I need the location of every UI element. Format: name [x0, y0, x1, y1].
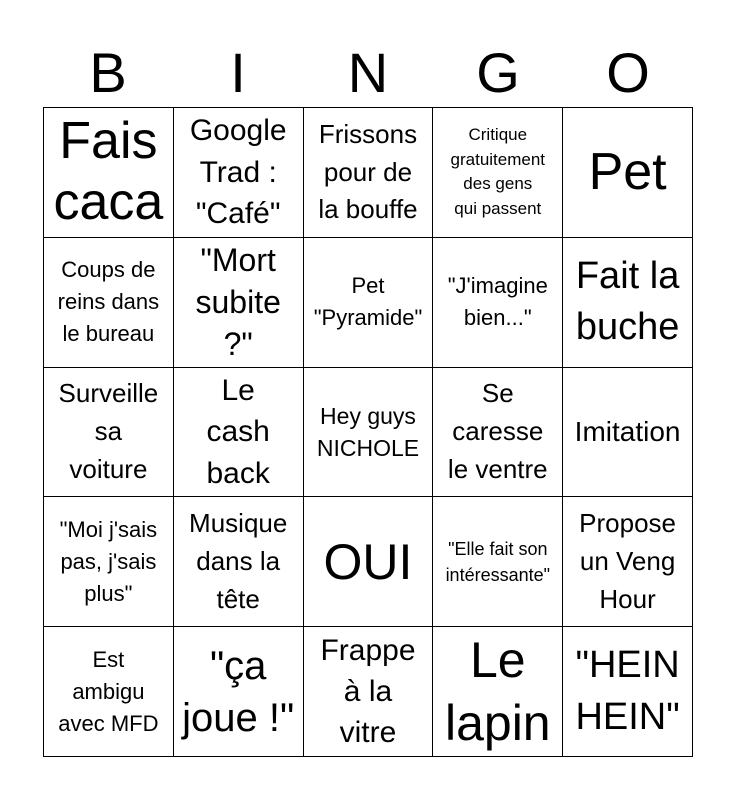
cell-text: Imitation — [574, 415, 681, 447]
cell-text: Le lapin — [444, 632, 551, 751]
header-letter-o: O — [606, 41, 650, 104]
bingo-cell[interactable] — [44, 238, 174, 368]
bingo-cell[interactable] — [563, 108, 693, 238]
header-letter-g: G — [476, 41, 520, 104]
bingo-cell[interactable] — [563, 497, 693, 627]
cell-text: Fais caca — [53, 112, 164, 232]
cell-text: "Mort subite ?" — [195, 241, 281, 363]
bingo-cell[interactable] — [174, 368, 304, 498]
cell-text: Surveille sa voiture — [58, 378, 159, 484]
bingo-cell[interactable] — [433, 497, 563, 627]
bingo-cell[interactable] — [433, 238, 563, 368]
bingo-cell[interactable] — [44, 368, 174, 498]
cell-text: Critique gratuitement des gens qui passent — [450, 125, 546, 219]
bingo-grid — [43, 107, 693, 757]
cell-text: Musique dans la tête — [189, 508, 288, 614]
cell-text: "Elle fait son intéressante" — [445, 538, 551, 585]
cell-text: Coups de reins dans le bureau — [57, 257, 160, 347]
bingo-cell[interactable] — [304, 368, 434, 498]
cell-text: "Moi j'sais pas, j'sais plus" — [59, 516, 158, 606]
cell-text: Frappe à la vitre — [320, 633, 416, 750]
header-letter-n: N — [347, 41, 389, 104]
bingo-cell[interactable] — [44, 497, 174, 627]
bingo-cell[interactable] — [304, 497, 434, 627]
bingo-cell[interactable] — [433, 108, 563, 238]
cell-text: "ça joue !" — [182, 643, 295, 740]
cell-text: Frissons pour de la bouffe — [318, 118, 418, 225]
bingo-cell[interactable] — [304, 238, 434, 368]
bingo-cell[interactable] — [433, 627, 563, 757]
bingo-cell[interactable] — [563, 627, 693, 757]
cell-text: Le cash back — [206, 373, 270, 490]
bingo-cell[interactable] — [563, 238, 693, 368]
bingo-cell[interactable] — [44, 627, 174, 757]
bingo-cell[interactable] — [563, 368, 693, 498]
bingo-cell[interactable] — [174, 108, 304, 238]
bingo-cell[interactable] — [44, 108, 174, 238]
bingo-cell[interactable] — [304, 627, 434, 757]
cell-text: OUI — [323, 533, 413, 590]
cell-text: Pet "Pyramide" — [313, 273, 423, 331]
bingo-cell[interactable] — [174, 238, 304, 368]
cell-text: Hey guys NICHOLE — [316, 402, 420, 461]
cell-text: Est ambigu avec MFD — [58, 646, 159, 736]
cell-text: Se caresse le ventre — [447, 378, 548, 484]
bingo-cell[interactable] — [174, 497, 304, 627]
cell-text: "J'imagine bien..." — [447, 273, 548, 331]
bingo-cell[interactable] — [304, 108, 434, 238]
cell-text: "HEIN HEIN" — [575, 644, 680, 738]
cell-text: Propose un Veng Hour — [579, 508, 677, 614]
bingo-cell[interactable] — [433, 368, 563, 498]
bingo-header — [43, 40, 693, 106]
header-letter-i: I — [230, 41, 246, 104]
cell-text: Google Trad : "Café" — [189, 114, 287, 231]
cell-text: Fait la buche — [575, 254, 680, 349]
bingo-cell[interactable] — [174, 627, 304, 757]
cell-text: Pet — [588, 142, 667, 201]
header-letter-b: B — [89, 41, 127, 104]
